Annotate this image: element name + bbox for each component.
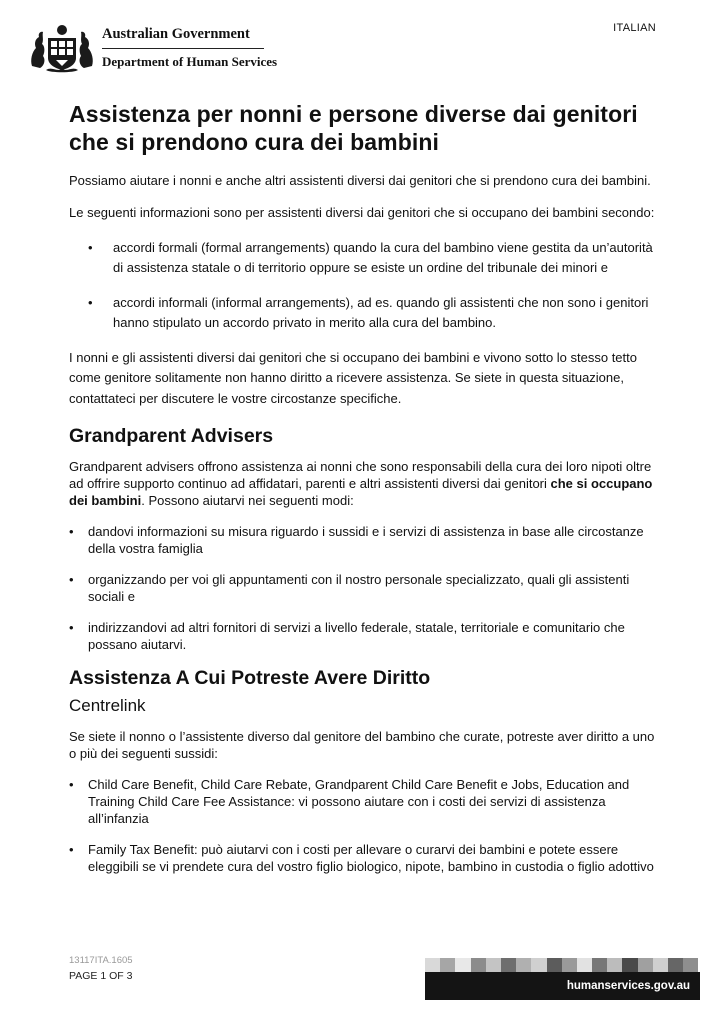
list-item: • Family Tax Benefit: può aiutarvi con i costi per allevare o curarvi dei bambini e potete essere eleggibili se vi prendete cura del vostro figlio biologico, nipote, bambino in custodia o figlio adottivo: [69, 842, 654, 874]
list-item: • Child Care Benefit, Child Care Rebate, Grandparent Child Care Benefit e Jobs, Education and Training Child Care Fee Assistance: vi possono aiutare con i costi dei servizi di assistenza all’infanzia: [69, 777, 630, 826]
entitlements-list: [69, 776, 659, 875]
arrangements-list: [69, 238, 659, 334]
section-heading: Assistenza A Cui Potreste Avere Diritto: [69, 667, 431, 689]
government-logo: [26, 22, 277, 74]
language-label: ITALIAN: [613, 22, 656, 34]
emphasis-text: che si occupano dei bambini: [69, 476, 653, 508]
government-name: Australian Government: [102, 26, 264, 49]
bullet-icon: •: [88, 294, 93, 310]
department-name: Department of Human Services: [102, 54, 278, 69]
bullet-icon: •: [69, 777, 74, 792]
bullet-icon: •: [69, 572, 74, 587]
coat-of-arms-icon: [26, 22, 98, 74]
entitlements-paragraph: Se siete il nonno o l’assistente diverso dal genitore del bambino che curate, potreste aver diritto a uno o più dei seguenti sussidi:: [69, 729, 655, 761]
list-item: • indirizzandovi ad altri fornitori di servizi a livello federale, statale, territoriale e comunitario che possano aiutarvi.: [69, 620, 625, 652]
bullet-icon: •: [69, 842, 74, 857]
pixel-pattern: [425, 958, 700, 972]
bullet-icon: •: [69, 620, 74, 635]
section-heading: Grandparent Advisers: [69, 425, 274, 447]
intro-paragraph: Possiamo aiutare i nonni e anche altri assistenti diversi dai genitori che si prendono cura dei bambini.: [69, 173, 651, 188]
intro-paragraph: Le seguenti informazioni sono per assistenti diversi dai genitori che si occupano dei bambini secondo:: [69, 205, 655, 220]
page-number: PAGE 1 OF 3: [69, 970, 133, 982]
website-link[interactable]: humanservices.gov.au: [425, 972, 700, 1000]
section-subheading: Centrelink: [69, 696, 146, 715]
list-item: • organizzando per voi gli appuntamenti con il nostro personale specializzato, quali gli assistenti sociali e: [69, 572, 630, 604]
page-title: Assistenza per nonni e persone diverse dai genitori che si prendono cura dei bambini: [69, 101, 638, 155]
list-item: • accordi formali (formal arrangements) quando la cura del bambino viene gestita da un’autorità di assistenza statale o di territorio oppure se esiste un ordine del tribunale dei minori e: [88, 239, 653, 275]
list-item: • dandovi informazioni su misura riguardo i sussidi e i servizi di assistenza in base alle circostanze della vostra famiglia: [69, 524, 644, 556]
list-item: • accordi informali (informal arrangements), ad es. quando gli assistenti che non sono i genitori hanno stipulato un accordo privato in merito alla cura del bambino.: [88, 294, 649, 330]
document-code: 13117ITA.1605: [69, 955, 133, 966]
bullet-icon: •: [69, 524, 74, 539]
same-roof-note: I nonni e gli assistenti diversi dai genitori che si occupano dei bambini e vivono sotto lo stesso tetto come genitore solitamente non hanno diritto a ricevere assistenza. Se siete in questa situazione, contattateci per discutere le vostre circostanze specifiche.: [69, 349, 637, 406]
document-body: [69, 100, 659, 889]
advisers-list: [69, 523, 659, 653]
advisers-paragraph: Grandparent advisers offrono assistenza ai nonni che sono responsabili della cura dei loro nipoti oltre ad offrire supporto continuo ad affidatari, parenti e altri assistenti diversi dai genitori che si occupano dei bambini. Possono aiutarvi nei seguenti modi:: [69, 459, 653, 508]
footer-banner: [425, 958, 700, 1000]
bullet-icon: •: [88, 239, 93, 255]
